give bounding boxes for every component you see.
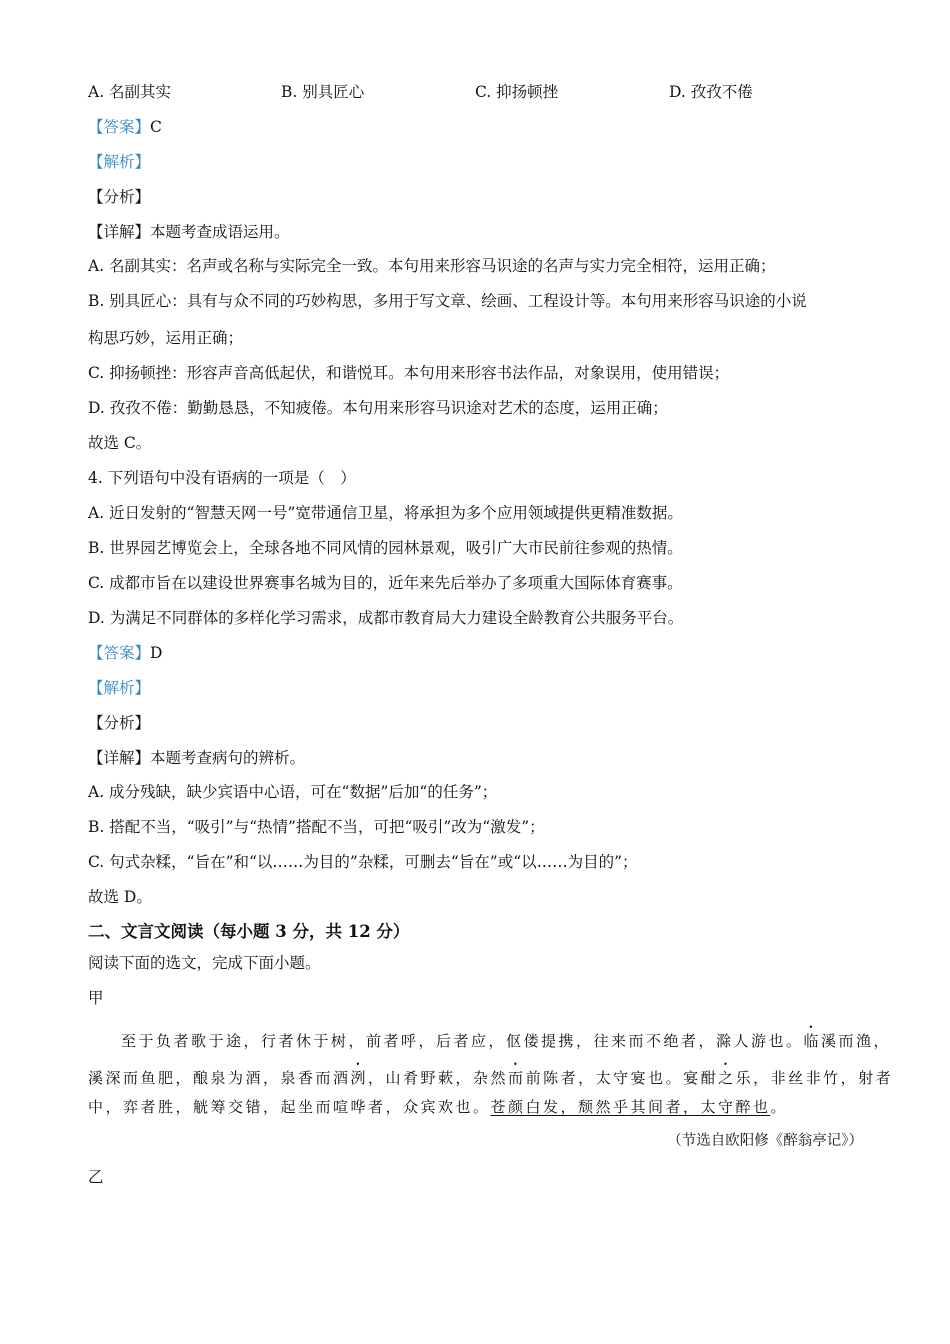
passage-text: 中，弈者胜，觥筹交错，起坐而喧哗者，众宾欢也。: [88, 1098, 491, 1116]
dotted-char: 临: [803, 1032, 822, 1050]
passage-line-3: [88, 1097, 788, 1117]
passage-text: 。: [770, 1098, 789, 1116]
passage-text: 乐，非丝非竹，射者: [735, 1069, 894, 1087]
q3-option-b: B. 别具匠心: [281, 83, 365, 101]
q4-stem: 4. 下列语句中没有语病的一项是（ ）: [88, 469, 356, 487]
passage-text: 溪深而鱼肥，酿泉为酒，泉香而酒: [88, 1069, 351, 1087]
q3-option-c: C. 抑扬顿挫: [475, 83, 559, 101]
q3-conclusion: 故选 C。: [88, 434, 152, 452]
passage-text: 前陈者，太守宴也。宴酣: [525, 1069, 719, 1087]
q3-answer: [88, 117, 162, 137]
q3-explain-a: A. 名副其实：名声或名称与实际完全一致。本句用来形容马识途的名声与实力完全相符，运用正确；: [88, 257, 776, 275]
passage-source: （节选自欧阳修《醉翁亭记》）: [667, 1133, 863, 1149]
q3-explain-b-cont: 构思巧妙，运用正确；: [88, 329, 244, 347]
q4-option-c: C. 成都市旨在以建设世界赛事名城为目的，近年来先后举办了多项重大国际体育赛事。: [88, 574, 683, 592]
q4-explain-b: B. 搭配不当，“吸引”与“热情”搭配不当，可把“吸引”改为“激发”；: [88, 818, 545, 836]
q4-conclusion: 故选 D。: [88, 888, 152, 906]
q3-option-d: D. 孜孜不倦: [669, 83, 753, 101]
passage-line-1: [121, 1023, 891, 1051]
q3-explain-b: B. 别具匠心：具有与众不同的巧妙构思，多用于写文章、绘画、工程设计等。本句用来形容马识途的小说: [88, 292, 807, 310]
answer-tag: 【答案】: [88, 118, 151, 136]
dotted-char: 而: [508, 1069, 526, 1087]
q4-option-d: D. 为满足不同群体的多样化学习需求，成都市教育局大力建设全龄教育公共服务平台。: [88, 609, 684, 627]
q3-analysis-tag: 【解析】: [88, 153, 151, 171]
q4-option-b: B. 世界园艺博览会上，全球各地不同风情的园林景观，吸引广大市民前往参观的热情。: [88, 539, 683, 557]
passage-text: 溪而渔，: [821, 1032, 892, 1050]
q4-explain-a: A. 成分残缺，缺少宾语中心语，可在“数据”后加“的任务”；: [88, 783, 498, 801]
q3-detail: 【详解】本题考查成语运用。: [88, 223, 290, 241]
dotted-char: 之: [718, 1069, 736, 1087]
q4-fenxi: 【分析】: [88, 714, 151, 732]
q3-explain-c: C. 抑扬顿挫：形容声音高低起伏，和谐悦耳。本句用来形容书法作品，对象误用，使用错误；: [88, 364, 730, 382]
q4-analysis-tag: 【解析】: [88, 679, 151, 697]
dotted-char: 洌: [350, 1069, 369, 1087]
passage-label-jia: 甲: [88, 989, 104, 1007]
section-instruction: 阅读下面的选文，完成下面小题。: [88, 954, 321, 972]
passage-label-yi: 乙: [88, 1168, 104, 1186]
q3-option-a: A. 名副其实: [88, 83, 172, 101]
passage-line-2: [88, 1060, 893, 1088]
q4-explain-c: C. 句式杂糅，“旨在”和“以……为目的”杂糅，可删去“旨在”或“以……为目的”；: [88, 853, 638, 871]
q4-option-a: A. 近日发射的“智慧天网一号”宽带通信卫星，将承担为多个应用领域提供更精准数据。: [88, 504, 683, 522]
passage-text: 至于负者歌于途，行者休于树，前者呼，后者应，伛偻提携，往来而不绝者，滁人游也。: [121, 1032, 804, 1050]
answer-tag: 【答案】: [88, 644, 151, 662]
answer-value: D: [150, 644, 163, 662]
q3-fenxi: 【分析】: [88, 188, 151, 206]
section-heading: 二、文言文阅读（每小题 3 分，共 12 分）: [88, 922, 410, 941]
q3-options: [88, 80, 863, 102]
underlined-sentence: 苍颜白发，颓然乎其间者，太守醉也: [490, 1098, 771, 1116]
passage-text: ，山肴野蔌，杂然: [368, 1069, 509, 1087]
q4-answer: [88, 643, 162, 663]
answer-value: C: [150, 118, 162, 136]
q3-explain-d: D. 孜孜不倦：勤勤恳恳，不知疲倦。本句用来形容马识途对艺术的态度，运用正确；: [88, 399, 668, 417]
q4-detail: 【详解】本题考查病句的辨析。: [88, 749, 306, 767]
